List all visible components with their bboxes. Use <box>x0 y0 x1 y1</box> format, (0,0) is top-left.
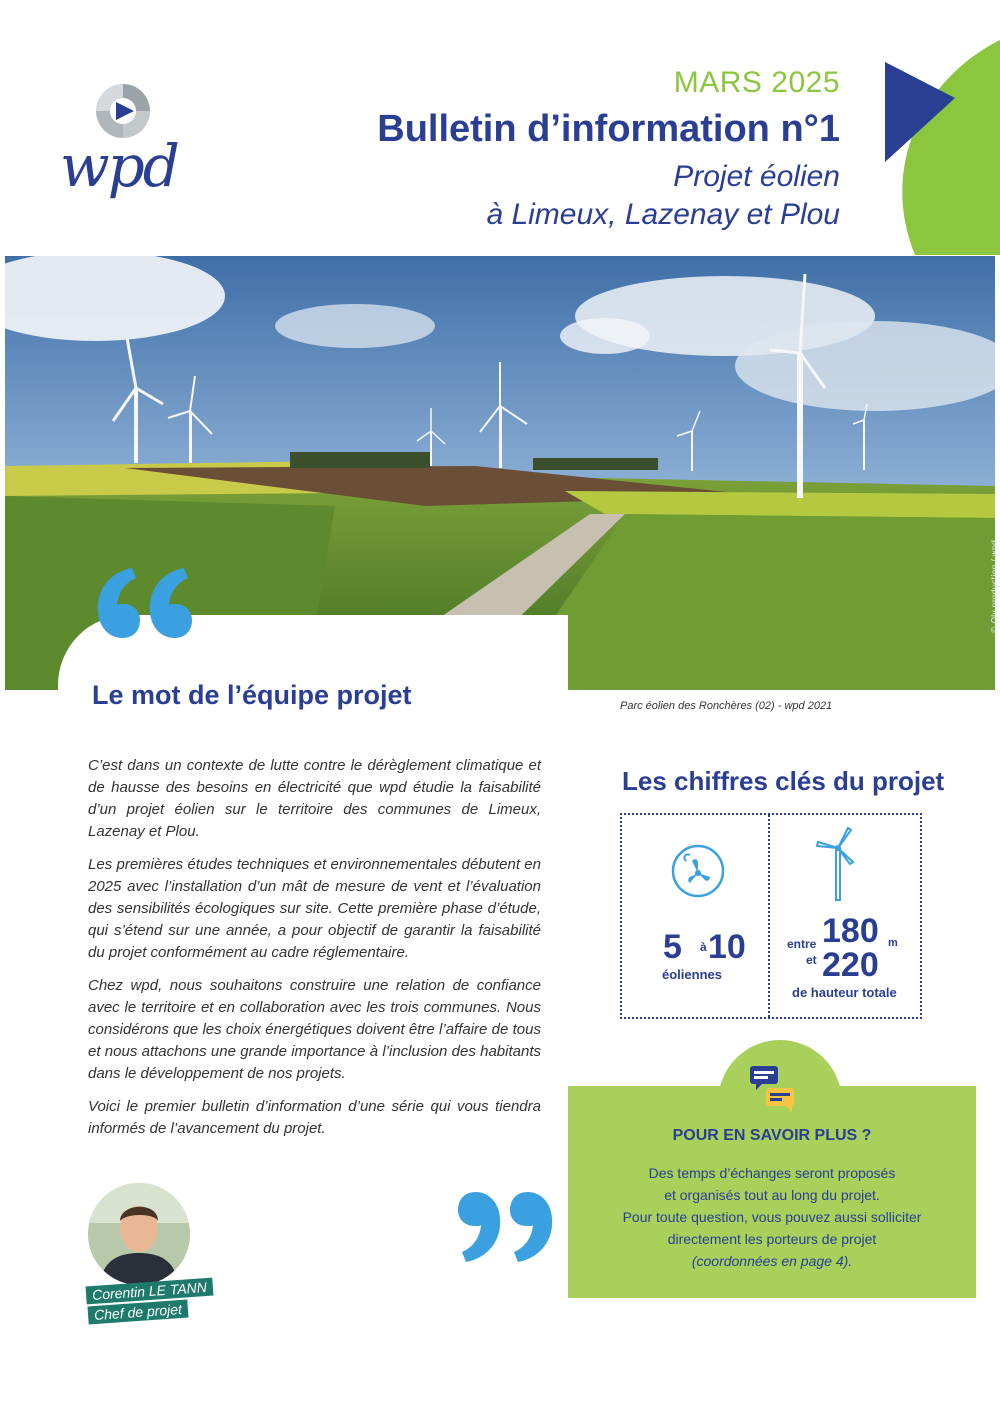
issue-date: MARS 2025 <box>673 66 840 99</box>
info-line: Pour toute question, vous pouvez aussi solliciter <box>622 1209 922 1225</box>
height-prefix: entre <box>787 937 817 951</box>
team-word-text <box>88 755 541 1151</box>
wpd-logo-text: wpd <box>60 132 178 200</box>
person-name: Corentin LE TANN <box>86 1278 214 1305</box>
height-separator: et <box>806 953 817 967</box>
key-figures-title: Les chiffres clés du projet <box>622 766 945 796</box>
portrait-illustration <box>88 1183 190 1285</box>
info-line: Des temps d’échanges seront proposés <box>648 1165 896 1181</box>
chat-bubbles-icon <box>746 1062 798 1112</box>
photo-side-credit: © Oly production / wpd <box>990 540 999 634</box>
info-line-contact: (coordonnées en page 4). <box>691 1253 853 1269</box>
section-title-team-word: Le mot de l’équipe projet <box>92 680 412 710</box>
height-unit: m <box>888 937 898 949</box>
page-subtitle <box>486 158 840 234</box>
open-quote-icon <box>92 560 202 650</box>
paragraph: Les premières études techniques et environnementales débutent en 2025 avec l’installation d’un mât de mesure de vent et l’évaluation des sensibilités écologiques sur site. Cette première phase d’étude, qui s’étend sur une année, a pour objectif de garantir la faisabilité du projet conformément au cadre réglementaire. <box>88 856 541 961</box>
wind-eco-icon <box>670 843 726 899</box>
turbines-separator: à <box>700 940 707 954</box>
close-quote-icon <box>448 1180 558 1270</box>
info-line: et organisés tout au long du projet. <box>664 1187 880 1203</box>
info-line: directement les porteurs de projet <box>667 1231 877 1247</box>
paragraph: C’est dans un contexte de lutte contre le dérèglement climatique et de hausse des besoins en électricité que wpd étudie la faisabilité d’un projet éolien sur le territoire des communes de Limeux, Lazenay et Plou. <box>88 757 541 840</box>
corner-decoration <box>860 40 1000 255</box>
paragraph: Chez wpd, nous souhaitons construire une relation de confiance avec le territoire et en collaboration avec les trois communes. Nous considérons que les choix énergétiques doivent être l’affaire de tous et nous attachons une grande importance à l’inclusion des habitants dans le développement de nos projets. <box>88 977 541 1082</box>
height-label: de hauteur totale <box>792 985 897 1000</box>
page-title: Bulletin d’information n°1 <box>377 108 840 150</box>
wind-turbine-icon <box>815 826 861 902</box>
turbines-label: éoliennes <box>662 967 722 982</box>
subtitle-line-1: Projet éolien <box>673 160 840 193</box>
info-text <box>568 1162 976 1272</box>
photo-caption: Parc éolien des Ronchères (02) - wpd 2021 <box>620 700 833 712</box>
avatar <box>88 1183 190 1285</box>
person-role: Chef de projet <box>87 1300 188 1325</box>
info-title: POUR EN SAVOIR PLUS ? <box>672 1127 872 1144</box>
height-max: 220 <box>822 946 879 984</box>
subtitle-line-2: à Limeux, Lazenay et Plou <box>486 198 840 231</box>
turbines-min: 5 <box>663 928 682 966</box>
height-min: 180 <box>822 912 879 950</box>
paragraph: Voici le premier bulletin d’information d’une série qui vous tiendra informés de l’avancement du projet. <box>88 1098 541 1137</box>
key-figures-divider <box>768 815 770 1017</box>
turbines-max: 10 <box>708 928 746 966</box>
